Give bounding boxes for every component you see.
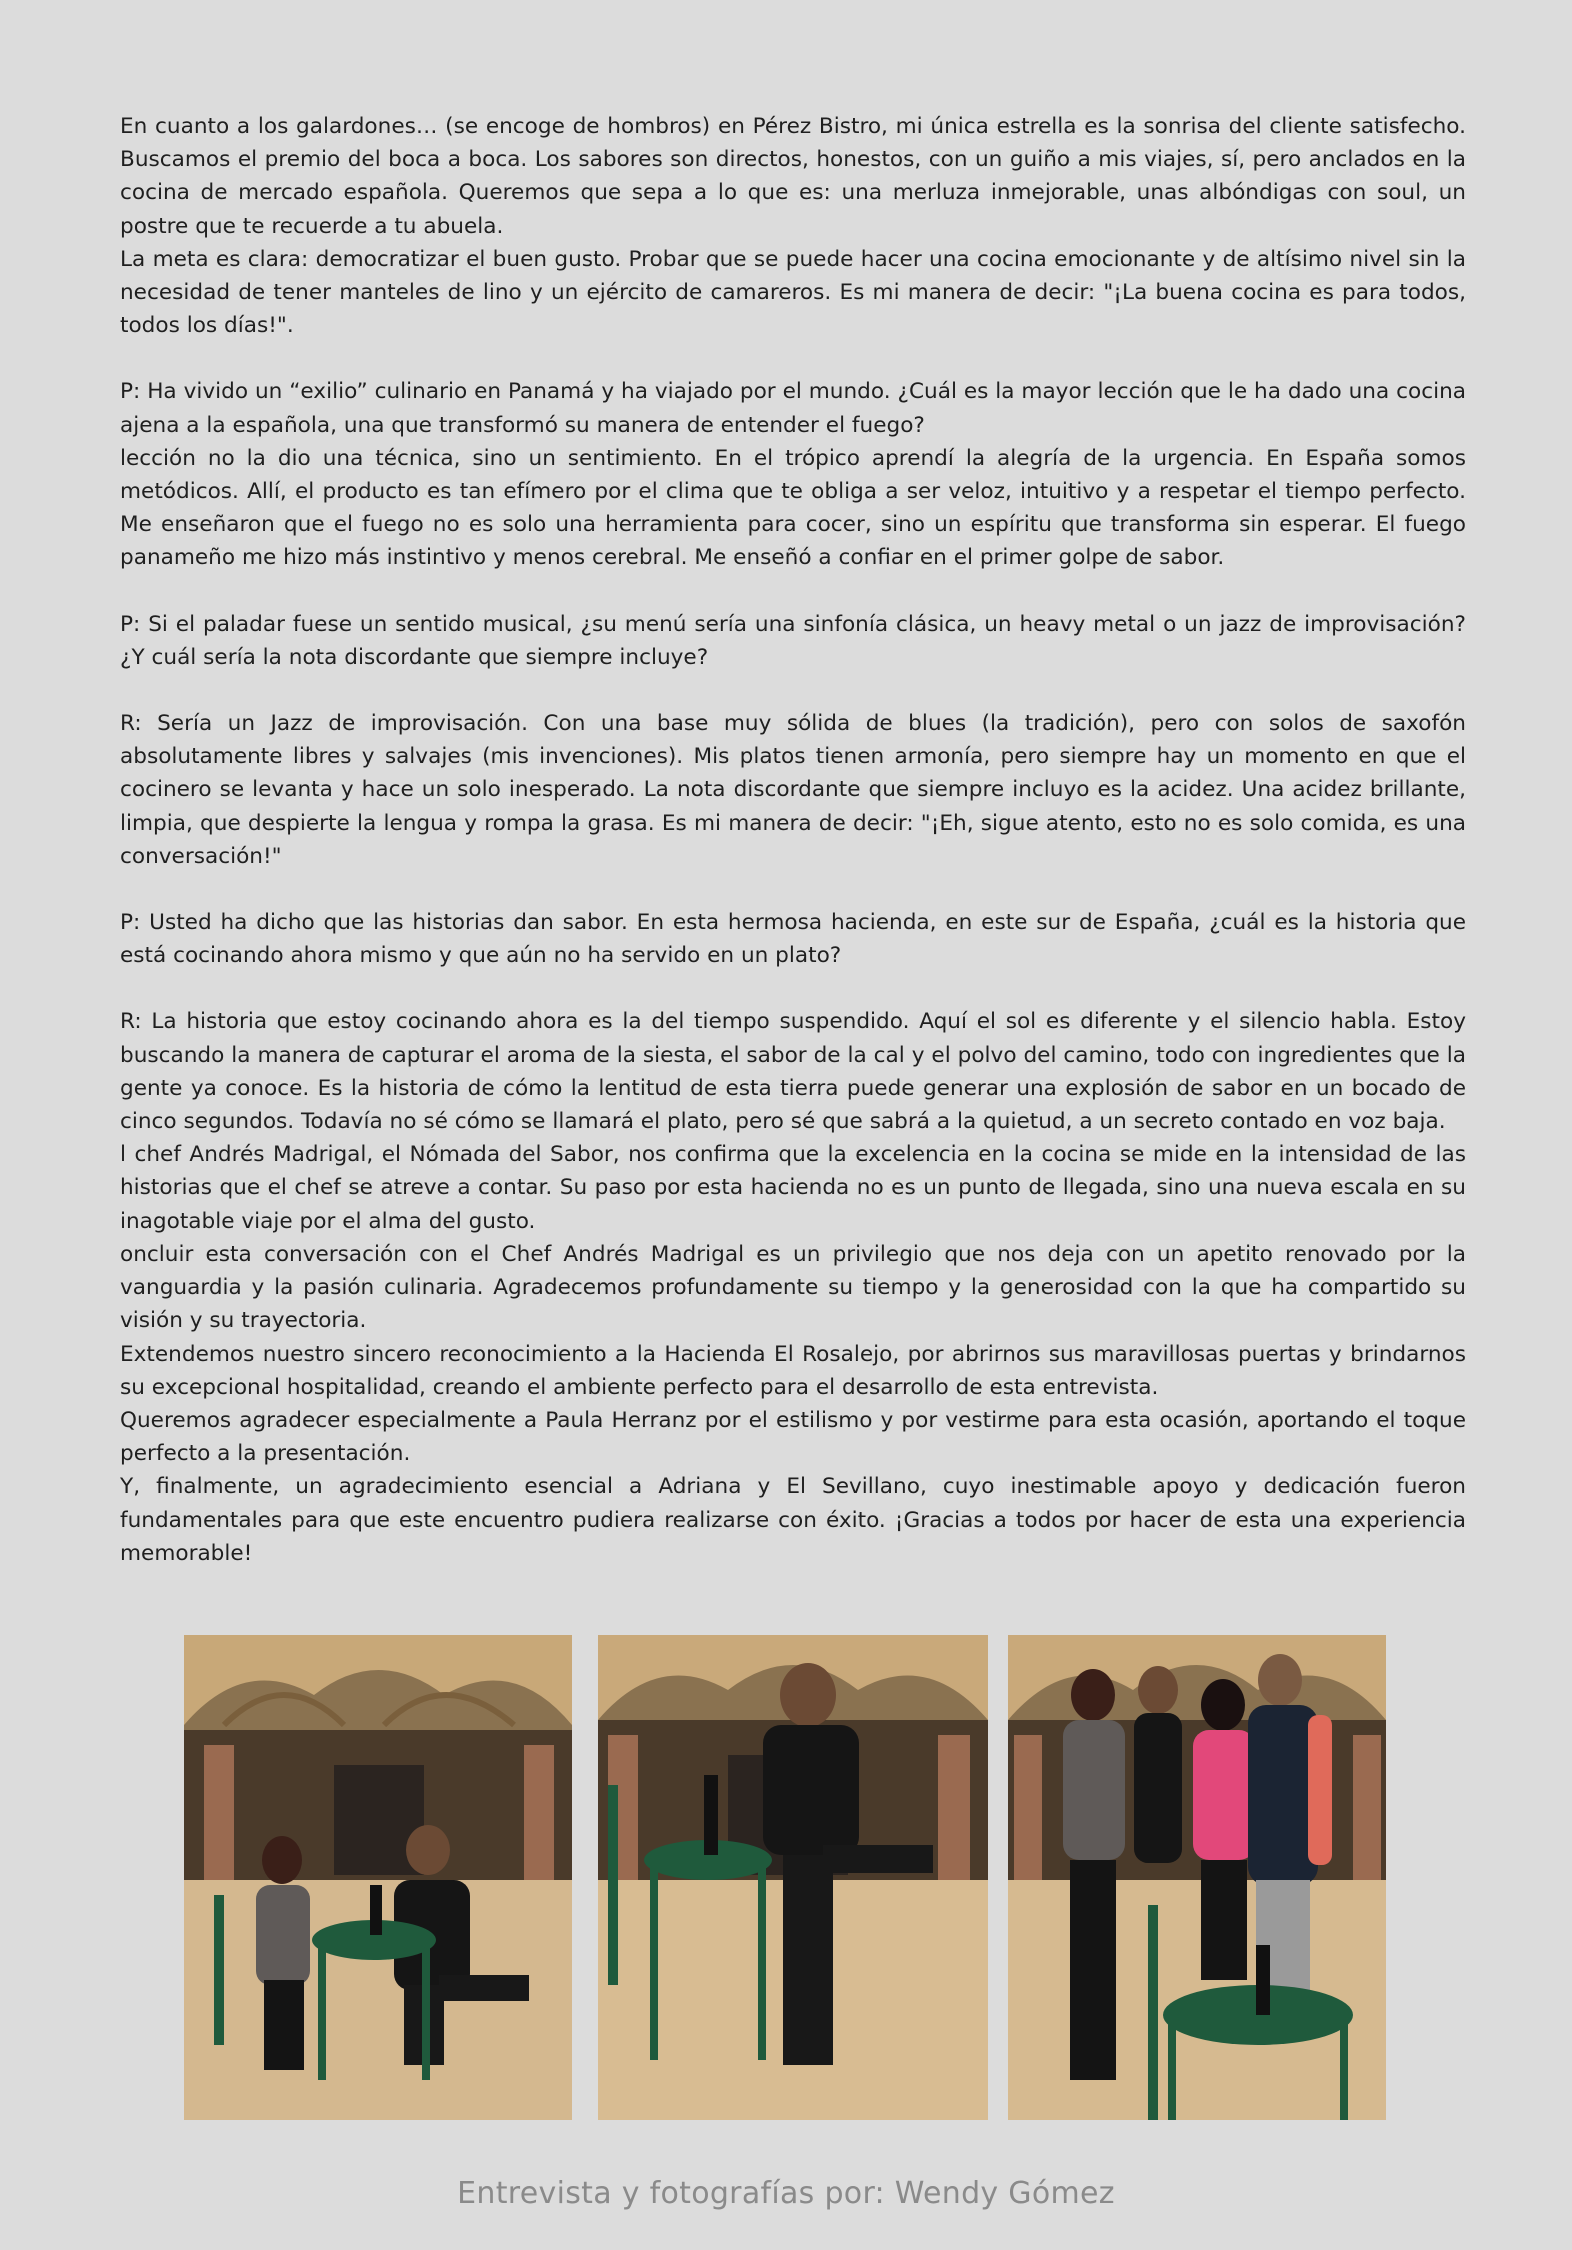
question-story: P: Usted ha dicho que las historias dan sabor. En esta hermosa hacienda, en este sur de España, ¿cuál es la historia que está cocinando ahora mismo y que aún no ha servido en un plato? [120, 910, 1466, 969]
paragraph-goal: La meta es clara: democratizar el buen gusto. Probar que se puede hacer una cocina emocionante y de altísimo nivel sin la necesidad de tener manteles de lino y un ejército de camareros. Es mi manera de decir: "¡La buena cocina es para todos, todos los días!". [120, 246, 1466, 339]
photo-strip [0, 1635, 1572, 2120]
paragraph-thanks-stylist: Queremos agradecer especialmente a Paula Herranz por el estilismo y por vestirme para esta ocasión, aportando el toque perfecto a la presentación. [120, 1407, 1466, 1467]
question-panama: P: Ha vivido un “exilio” culinario en Panamá y ha viajado por el mundo. ¿Cuál es la mayor lección que le ha dado una cocina ajena a la española, una que transformó su manera de entender el fuego? [120, 379, 1466, 438]
question-music: P: Si el paladar fuese un sentido musical, ¿su menú sería una sinfonía clásica, un heavy metal o un jazz de improvisación? ¿Y cuál sería la nota discordante que siempre incluye? [120, 611, 1466, 670]
paragraph-thanks-chef: oncluir esta conversación con el Chef Andrés Madrigal es un privilegio que nos deja con un apetito renovado por la vanguardia y la pasión culinaria. Agradecemos profundamente su tiempo y la generosidad con la que ha compartido su visión y su trayectoria. [120, 1241, 1466, 1334]
answer-panama: lección no la dio una técnica, sino un sentimiento. En el trópico aprendí la alegría de la urgencia. En España somos metódicos. Allí, el producto es tan efímero por el clima que te obliga a ser veloz, intuitivo y a respetar el tiempo perfecto. Me enseñaron que el fuego no es solo una herramienta para cocer, sino un espíritu que transforma sin esperar. El fuego panameño me hizo más instintivo y menos cerebral. Me enseñó a confiar en el primer golpe de sabor. [120, 445, 1466, 571]
paragraph-awards: En cuanto a los galardones… (se encoge de hombros) en Pérez Bistro, mi única estrella es la sonrisa del cliente satisfecho. Buscamos el premio del boca a boca. Los sabores son directos, honestos, con un guiño a mis viajes, sí, pero anclados en la cocina de mercado española. Queremos que sepa a lo que es: una merluza inmejorable, unas albóndigas con soul, un postre que te recuerde a tu abuela. [120, 114, 1466, 239]
photo-group [1008, 1635, 1386, 2120]
paragraph-thanks-hacienda: Extendemos nuestro sincero reconocimiento a la Hacienda El Rosalejo, por abrirnos sus maravillosas puertas y brindarnos su excepcional hospitalidad, creando el ambiente perfecto para el desarrollo de esta entrevista. [120, 1341, 1466, 1400]
photo-toast [184, 1635, 572, 2120]
photo-chef [598, 1635, 988, 2120]
paragraph-thanks-final: Y, finalmente, un agradecimiento esencial a Adriana y El Sevillano, cuyo inestimable apoyo y dedicación fueron fundamentales para que este encuentro pudiera realizarse con éxito. ¡Gracias a todos por hacer de esta una experiencia memorable! [120, 1474, 1466, 1566]
paragraph-conclusion-chef: l chef Andrés Madrigal, el Nómada del Sabor, nos confirma que la excelencia en la cocina se mide en la intensidad de las historias que el chef se atreve a contar. Su paso por esta hacienda no es un punto de llegada, sino una nueva escala en su inagotable viaje por el alma del gusto. [120, 1142, 1466, 1234]
answer-music: R: Sería un Jazz de improvisación. Con una base muy sólida de blues (la tradición), pero con solos de saxofón absolutamente libres y salvajes (mis invenciones). Mis platos tienen armonía, pero siempre hay un momento en que el cocinero se levanta y hace un solo inesperado. La nota discordante que siempre incluyo es la acidez. Una acidez brillante, limpia, que despierte la lengua y rompa la grasa. Es mi manera de decir: "¡Eh, sigue atento, esto no es solo comida, es una conversación!" [120, 711, 1466, 869]
article-body [120, 110, 1466, 1570]
photo-credit: Entrevista y fotografías por: Wendy Gómez [457, 2176, 1115, 2211]
answer-story: R: La historia que estoy cocinando ahora es la del tiempo suspendido. Aquí el sol es diferente y el silencio habla. Estoy buscando la manera de capturar el aroma de la siesta, el sabor de la cal y el polvo del camino, todo con ingredientes que la gente ya conoce. Es la historia de cómo la lentitud de esta tierra puede generar una explosión de sabor en un bocado de cinco segundos. Todavía no sé cómo se llamará el plato, pero sé que sabrá a la quietud, a un secreto contado en voz baja. [120, 1009, 1466, 1135]
